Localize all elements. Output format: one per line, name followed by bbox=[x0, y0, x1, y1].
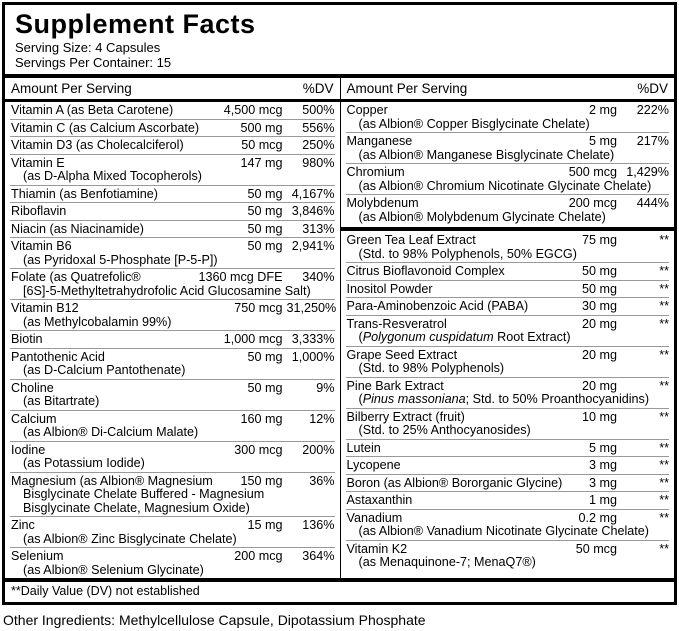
nutrient-name: Manganese bbox=[346, 134, 413, 148]
nutrient-sub-line bbox=[10, 395, 335, 409]
nutrient-dv: 500% bbox=[302, 103, 335, 117]
nutrient-columns bbox=[5, 78, 674, 578]
nutrient-sub-line bbox=[346, 556, 670, 570]
nutrient-row bbox=[10, 516, 335, 547]
nutrient-sub-line bbox=[346, 180, 670, 194]
nutrient-row-main bbox=[346, 442, 670, 456]
nutrient-row-main bbox=[346, 166, 670, 180]
nutrient-amount: 50 mg bbox=[247, 239, 283, 253]
nutrient-row-main bbox=[10, 333, 335, 347]
nutrient-name: Pantothenic Acid bbox=[11, 349, 105, 364]
nutrient-row-main bbox=[346, 104, 670, 118]
nutrient-name: Vitamin E bbox=[11, 155, 65, 170]
nutrient-name: Grape Seed Extract bbox=[346, 347, 458, 362]
nutrient-amount: 20 mg bbox=[581, 316, 617, 331]
nutrient-sub-line bbox=[346, 362, 670, 376]
nutrient-row-main bbox=[10, 188, 335, 202]
nutrient-amount: 147 mg bbox=[240, 155, 283, 170]
nutrient-row bbox=[346, 280, 670, 298]
right-nutrient-rows bbox=[346, 102, 670, 571]
nutrient-amount: 200 mcg bbox=[234, 549, 283, 563]
nutrient-row bbox=[346, 540, 670, 571]
nutrient-name: Vitamin D3 (as Cholecalciferol) bbox=[11, 138, 184, 152]
nutrient-row-main bbox=[346, 234, 670, 248]
nutrient-row-main bbox=[10, 205, 335, 219]
nutrient-amount: 3 mg bbox=[589, 475, 617, 490]
nutrient-row bbox=[346, 194, 670, 225]
nutrient-row-main bbox=[10, 302, 335, 316]
nutrient-amount: 50 mcg bbox=[575, 541, 617, 556]
nutrient-row bbox=[10, 202, 335, 220]
nutrient-dv: 1,429% bbox=[626, 165, 669, 179]
nutrient-dv: ** bbox=[659, 409, 669, 424]
nutrient-row-main bbox=[10, 271, 335, 285]
panel-title: Supplement Facts bbox=[15, 9, 256, 39]
nutrient-row bbox=[10, 299, 335, 330]
nutrient-amount: 50 mg bbox=[247, 380, 283, 395]
dv-label: %DV bbox=[302, 81, 334, 96]
nutrient-row bbox=[10, 237, 335, 268]
nutrient-dv: 9% bbox=[316, 380, 335, 395]
nutrient-row bbox=[346, 163, 670, 194]
nutrient-row bbox=[10, 441, 335, 472]
nutrient-dv: 340% bbox=[302, 270, 335, 284]
nutrient-name: Bilberry Extract (fruit) bbox=[346, 409, 465, 424]
nutrient-name: Biotin bbox=[11, 332, 43, 346]
nutrient-row-main bbox=[346, 318, 670, 332]
nutrient-name: Lycopene bbox=[346, 458, 401, 472]
nutrient-dv: ** bbox=[659, 347, 669, 362]
nutrient-amount: 5 mg bbox=[589, 440, 617, 455]
nutrient-dv: 250% bbox=[302, 138, 335, 152]
nutrient-dv: 217% bbox=[636, 134, 669, 148]
servings-per-container: Servings Per Container: 15 bbox=[15, 55, 172, 70]
nutrient-sub-line bbox=[10, 364, 335, 378]
sub-line-text: (as Albion® Manganese Bisglycinate Chelate) bbox=[358, 147, 615, 162]
nutrient-sub-line bbox=[346, 248, 670, 262]
nutrient-name: Vitamin C (as Calcium Ascorbate) bbox=[11, 120, 200, 135]
nutrient-amount: 1,000 mcg bbox=[223, 332, 283, 346]
nutrient-amount: 500 mg bbox=[240, 120, 283, 135]
nutrient-dv: 12% bbox=[309, 411, 335, 426]
nutrient-row bbox=[346, 474, 670, 492]
sub-line-text: (as Albion® Vanadium Nicotinate Glycinate Chelate) bbox=[358, 524, 649, 538]
nutrient-name: Choline bbox=[11, 380, 54, 395]
nutrient-row bbox=[10, 119, 335, 137]
nutrient-name: Pine Bark Extract bbox=[346, 378, 444, 393]
nutrient-row bbox=[10, 185, 335, 203]
nutrient-dv: ** bbox=[659, 281, 669, 296]
sub-line-text: (as Pyridoxal 5-Phosphate [P-5-P]) bbox=[23, 252, 218, 267]
nutrient-dv: 2,941% bbox=[291, 239, 335, 253]
nutrient-sub-line bbox=[10, 316, 335, 330]
nutrient-name: Green Tea Leaf Extract bbox=[346, 233, 476, 247]
nutrient-amount: 30 mg bbox=[581, 299, 617, 313]
sub-line-text: (as Albion® Copper Bisglycinate Chelate) bbox=[358, 116, 590, 131]
sub-line-text: ( bbox=[358, 392, 363, 406]
nutrient-dv: 36% bbox=[309, 473, 335, 488]
nutrient-row bbox=[10, 410, 335, 441]
nutrient-row-main bbox=[10, 382, 335, 396]
sub-line-text: (as Menaquinone-7; MenaQ7®) bbox=[358, 555, 536, 569]
nutrient-name: Iodine bbox=[11, 442, 46, 457]
nutrient-row-main bbox=[346, 411, 670, 425]
nutrient-amount: 150 mg bbox=[240, 473, 283, 488]
nutrient-row-main bbox=[10, 519, 335, 533]
nutrient-name: Chromium bbox=[346, 165, 405, 179]
nutrient-row bbox=[10, 472, 335, 517]
nutrient-name: Lutein bbox=[346, 440, 381, 455]
nutrient-sub-line bbox=[346, 331, 670, 345]
nutrient-amount: 200 mcg bbox=[568, 196, 617, 210]
nutrient-row-main bbox=[10, 240, 335, 254]
nutrient-dv: ** bbox=[659, 510, 669, 525]
nutrient-amount: 50 mg bbox=[581, 264, 617, 278]
left-column-header bbox=[10, 78, 335, 99]
daily-value-footnote: **Daily Value (DV) not established bbox=[11, 584, 200, 598]
nutrient-amount: 5 mg bbox=[589, 134, 617, 148]
sub-line-text: ( bbox=[358, 330, 363, 344]
nutrient-sub-line bbox=[346, 424, 670, 438]
latin-name-text: Polygonum cuspidatum bbox=[362, 330, 494, 344]
nutrient-row bbox=[346, 456, 670, 474]
nutrient-name: Niacin (as Niacinamide) bbox=[11, 221, 144, 236]
nutrient-amount: 10 mg bbox=[581, 409, 617, 424]
nutrient-sub-line bbox=[10, 457, 335, 471]
nutrient-amount: 160 mg bbox=[240, 411, 283, 426]
nutrient-amount: 75 mg bbox=[581, 233, 617, 247]
nutrient-amount: 750 mcg bbox=[234, 301, 283, 315]
nutrient-name: Vanadium bbox=[346, 510, 403, 525]
nutrient-amount: 3 mg bbox=[589, 458, 617, 472]
nutrient-amount: 20 mg bbox=[581, 347, 617, 362]
nutrient-row-main bbox=[10, 413, 335, 427]
nutrient-sub-line bbox=[10, 170, 335, 184]
nutrient-dv: ** bbox=[659, 458, 669, 472]
nutrient-dv: 556% bbox=[302, 120, 335, 135]
nutrient-dv: 313% bbox=[302, 221, 335, 236]
nutrient-dv: ** bbox=[659, 440, 669, 455]
nutrient-dv: 3,846% bbox=[291, 204, 335, 218]
nutrient-sub-line bbox=[346, 525, 670, 539]
nutrient-row-main bbox=[10, 223, 335, 237]
nutrient-amount: 50 mg bbox=[247, 204, 283, 218]
nutrient-dv: ** bbox=[659, 264, 669, 278]
sub-line-text: (Std. to 25% Anthocyanosides) bbox=[358, 423, 531, 437]
nutrient-name: Trans-Resveratrol bbox=[346, 316, 447, 331]
sub-line-text: (as Albion® Chromium Nicotinate Glycinate Chelate) bbox=[358, 178, 652, 193]
nutrient-row bbox=[346, 132, 670, 163]
nutrient-row-main bbox=[10, 550, 335, 564]
nutrient-row-main bbox=[346, 300, 670, 314]
nutrient-sub-line bbox=[10, 533, 335, 547]
nutrient-row-main bbox=[346, 349, 670, 363]
nutrient-row bbox=[346, 491, 670, 509]
nutrient-dv: ** bbox=[659, 233, 669, 247]
nutrient-row bbox=[10, 348, 335, 379]
sub-line-text: (as D-Alpha Mixed Tocopherols) bbox=[23, 169, 202, 183]
nutrient-name: Para-Aminobenzoic Acid (PABA) bbox=[346, 299, 529, 313]
nutrient-sub-line bbox=[10, 285, 335, 299]
sub-line-text: (as Bitartrate) bbox=[23, 394, 100, 408]
nutrient-row-main bbox=[346, 197, 670, 211]
left-nutrient-rows bbox=[10, 102, 335, 578]
nutrient-row-main bbox=[10, 475, 335, 489]
nutrient-row-main bbox=[346, 494, 670, 508]
nutrient-row bbox=[346, 297, 670, 315]
nutrient-row bbox=[346, 408, 670, 439]
nutrient-row bbox=[346, 377, 670, 408]
nutrient-dv: ** bbox=[659, 299, 669, 313]
sub-line-text: (as Albion® Zinc Bisglycinate Chelate) bbox=[23, 531, 237, 546]
nutrient-dv: 980% bbox=[302, 155, 335, 170]
nutrient-name: Calcium bbox=[11, 411, 57, 426]
nutrient-amount: 300 mcg bbox=[234, 442, 283, 457]
nutrient-amount: 20 mg bbox=[581, 378, 617, 393]
nutrient-dv: 136% bbox=[302, 518, 335, 532]
sub-line-text: ; Std. to 50% Proanthocyanidins) bbox=[465, 392, 650, 406]
nutrient-sub-line bbox=[346, 393, 670, 407]
nutrient-row-main bbox=[10, 444, 335, 458]
left-column bbox=[5, 78, 340, 578]
amount-per-serving-label: Amount Per Serving bbox=[11, 81, 132, 96]
nutrient-row bbox=[10, 154, 335, 185]
nutrient-row bbox=[346, 232, 670, 262]
nutrient-row-main bbox=[346, 135, 670, 149]
sub-line-text: (as Methylcobalamin 99%) bbox=[23, 314, 172, 329]
sub-line-text: (as Albion® Molybdenum Glycinate Chelate) bbox=[358, 209, 606, 224]
other-ingredients: Other Ingredients: Methylcellulose Capsule, Dipotassium Phosphate bbox=[3, 612, 426, 628]
nutrient-row-main bbox=[346, 477, 670, 491]
nutrient-dv: 444% bbox=[636, 196, 669, 210]
nutrient-row bbox=[346, 262, 670, 280]
nutrient-sub-line bbox=[346, 118, 670, 132]
nutrient-name: Molybdenum bbox=[346, 196, 419, 210]
nutrient-amount: 500 mcg bbox=[568, 165, 617, 179]
nutrient-row-main bbox=[10, 104, 335, 118]
nutrient-name: Folate (as Quatrefolic® bbox=[11, 270, 141, 284]
nutrient-amount: 50 mg bbox=[247, 221, 283, 236]
sub-line-text: (Std. to 98% Polyphenols, 50% EGCG) bbox=[358, 246, 577, 261]
nutrient-row bbox=[10, 268, 335, 299]
amount-per-serving-label: Amount Per Serving bbox=[346, 81, 468, 96]
dv-label: %DV bbox=[637, 81, 668, 96]
nutrient-name: Riboflavin bbox=[11, 204, 67, 218]
nutrient-dv: ** bbox=[659, 475, 669, 490]
nutrient-row bbox=[10, 136, 335, 154]
nutrient-name: Copper bbox=[346, 103, 388, 117]
right-column-header bbox=[346, 78, 670, 99]
nutrient-amount: 0.2 mg bbox=[578, 510, 617, 525]
nutrient-row bbox=[346, 346, 670, 377]
sub-line-text: (as D-Calcium Pantothenate) bbox=[23, 363, 186, 377]
nutrient-dv: 200% bbox=[302, 442, 335, 457]
sub-line-text: (as Albion® Di-Calcium Malate) bbox=[23, 425, 199, 439]
nutrient-amount: 1 mg bbox=[589, 493, 617, 507]
nutrient-row bbox=[346, 439, 670, 457]
nutrient-row bbox=[346, 102, 670, 132]
nutrient-amount: 50 mg bbox=[247, 349, 283, 364]
nutrient-amount: 50 mcg bbox=[241, 138, 283, 152]
nutrient-sub-line bbox=[10, 564, 335, 578]
nutrient-amount: 1360 mcg DFE bbox=[198, 270, 283, 284]
nutrient-row bbox=[10, 102, 335, 119]
nutrient-row-main bbox=[346, 380, 670, 394]
nutrient-row-main bbox=[10, 122, 335, 136]
nutrient-row bbox=[10, 330, 335, 348]
nutrient-sub-line bbox=[10, 426, 335, 440]
nutrient-dv: ** bbox=[659, 378, 669, 393]
nutrient-name: Thiamin (as Benfotiamine) bbox=[11, 186, 158, 201]
nutrient-sub-line bbox=[10, 488, 335, 502]
sub-line-text: Root Extract) bbox=[493, 330, 571, 344]
nutrient-dv: 31,250% bbox=[286, 301, 337, 315]
nutrient-sub-line bbox=[10, 502, 335, 516]
nutrient-row-main bbox=[346, 459, 670, 473]
nutrient-dv: 222% bbox=[636, 103, 669, 117]
right-column bbox=[340, 78, 675, 578]
nutrient-row-main bbox=[346, 512, 670, 526]
latin-name-text: Pinus massoniana bbox=[362, 392, 466, 406]
nutrient-row-main bbox=[346, 265, 670, 279]
nutrient-row bbox=[346, 315, 670, 346]
sub-line-text: (as Albion® Selenium Glycinate) bbox=[23, 562, 204, 577]
nutrient-dv: 3,333% bbox=[291, 332, 335, 346]
nutrient-name: Inositol Powder bbox=[346, 281, 433, 296]
nutrient-amount: 15 mg bbox=[247, 518, 283, 532]
nutrient-row-main bbox=[346, 283, 670, 297]
nutrient-row-main bbox=[346, 543, 670, 557]
nutrient-name: Vitamin B12 bbox=[11, 301, 79, 315]
nutrient-name: Vitamin K2 bbox=[346, 541, 408, 556]
nutrient-amount: 50 mg bbox=[581, 281, 617, 296]
nutrient-name: Vitamin A (as Beta Carotene) bbox=[11, 103, 174, 117]
nutrient-sub-line bbox=[346, 149, 670, 163]
nutrient-name: Vitamin B6 bbox=[11, 239, 72, 253]
nutrient-sub-line bbox=[346, 211, 670, 225]
nutrient-name: Citrus Bioflavonoid Complex bbox=[346, 264, 505, 278]
nutrient-row-main bbox=[10, 157, 335, 171]
nutrient-row bbox=[10, 220, 335, 238]
nutrient-amount: 4,500 mcg bbox=[223, 103, 283, 117]
nutrient-name: Selenium bbox=[11, 549, 64, 563]
nutrient-name: Magnesium (as Albion® Magnesium bbox=[11, 473, 213, 488]
nutrient-dv: 364% bbox=[302, 549, 335, 563]
sub-line-text: Bisglycinate Chelate, Magnesium Oxide) bbox=[23, 500, 250, 515]
sub-line-text: [6S]-5-Methyltetrahydrofolic Acid Glucosamine Salt) bbox=[23, 283, 311, 298]
nutrient-amount: 2 mg bbox=[589, 103, 617, 117]
nutrient-row bbox=[10, 379, 335, 410]
nutrient-row bbox=[346, 509, 670, 540]
nutrient-amount: 50 mg bbox=[247, 186, 283, 201]
nutrient-dv: ** bbox=[659, 541, 669, 556]
nutrient-row-main bbox=[10, 139, 335, 153]
nutrient-name: Zinc bbox=[11, 518, 35, 532]
nutrient-dv: 4,167% bbox=[291, 186, 335, 201]
supplement-facts-panel bbox=[2, 2, 677, 605]
serving-size: Serving Size: 4 Capsules bbox=[15, 40, 161, 55]
sub-line-text: (Std. to 98% Polyphenols) bbox=[358, 361, 505, 375]
nutrient-name: Astaxanthin bbox=[346, 493, 413, 507]
nutrient-sub-line bbox=[10, 254, 335, 268]
nutrient-dv: ** bbox=[659, 316, 669, 331]
section-divider-bar bbox=[341, 227, 675, 231]
nutrient-row-main bbox=[10, 351, 335, 365]
sub-line-text: Bisglycinate Chelate Buffered - Magnesium bbox=[23, 487, 265, 501]
nutrient-dv: ** bbox=[659, 493, 669, 507]
nutrient-dv: 1,000% bbox=[291, 349, 335, 364]
nutrient-name: Boron (as Albion® Bororganic Glycine) bbox=[346, 475, 563, 490]
sub-line-text: (as Potassium Iodide) bbox=[23, 456, 145, 470]
nutrient-row bbox=[10, 547, 335, 578]
